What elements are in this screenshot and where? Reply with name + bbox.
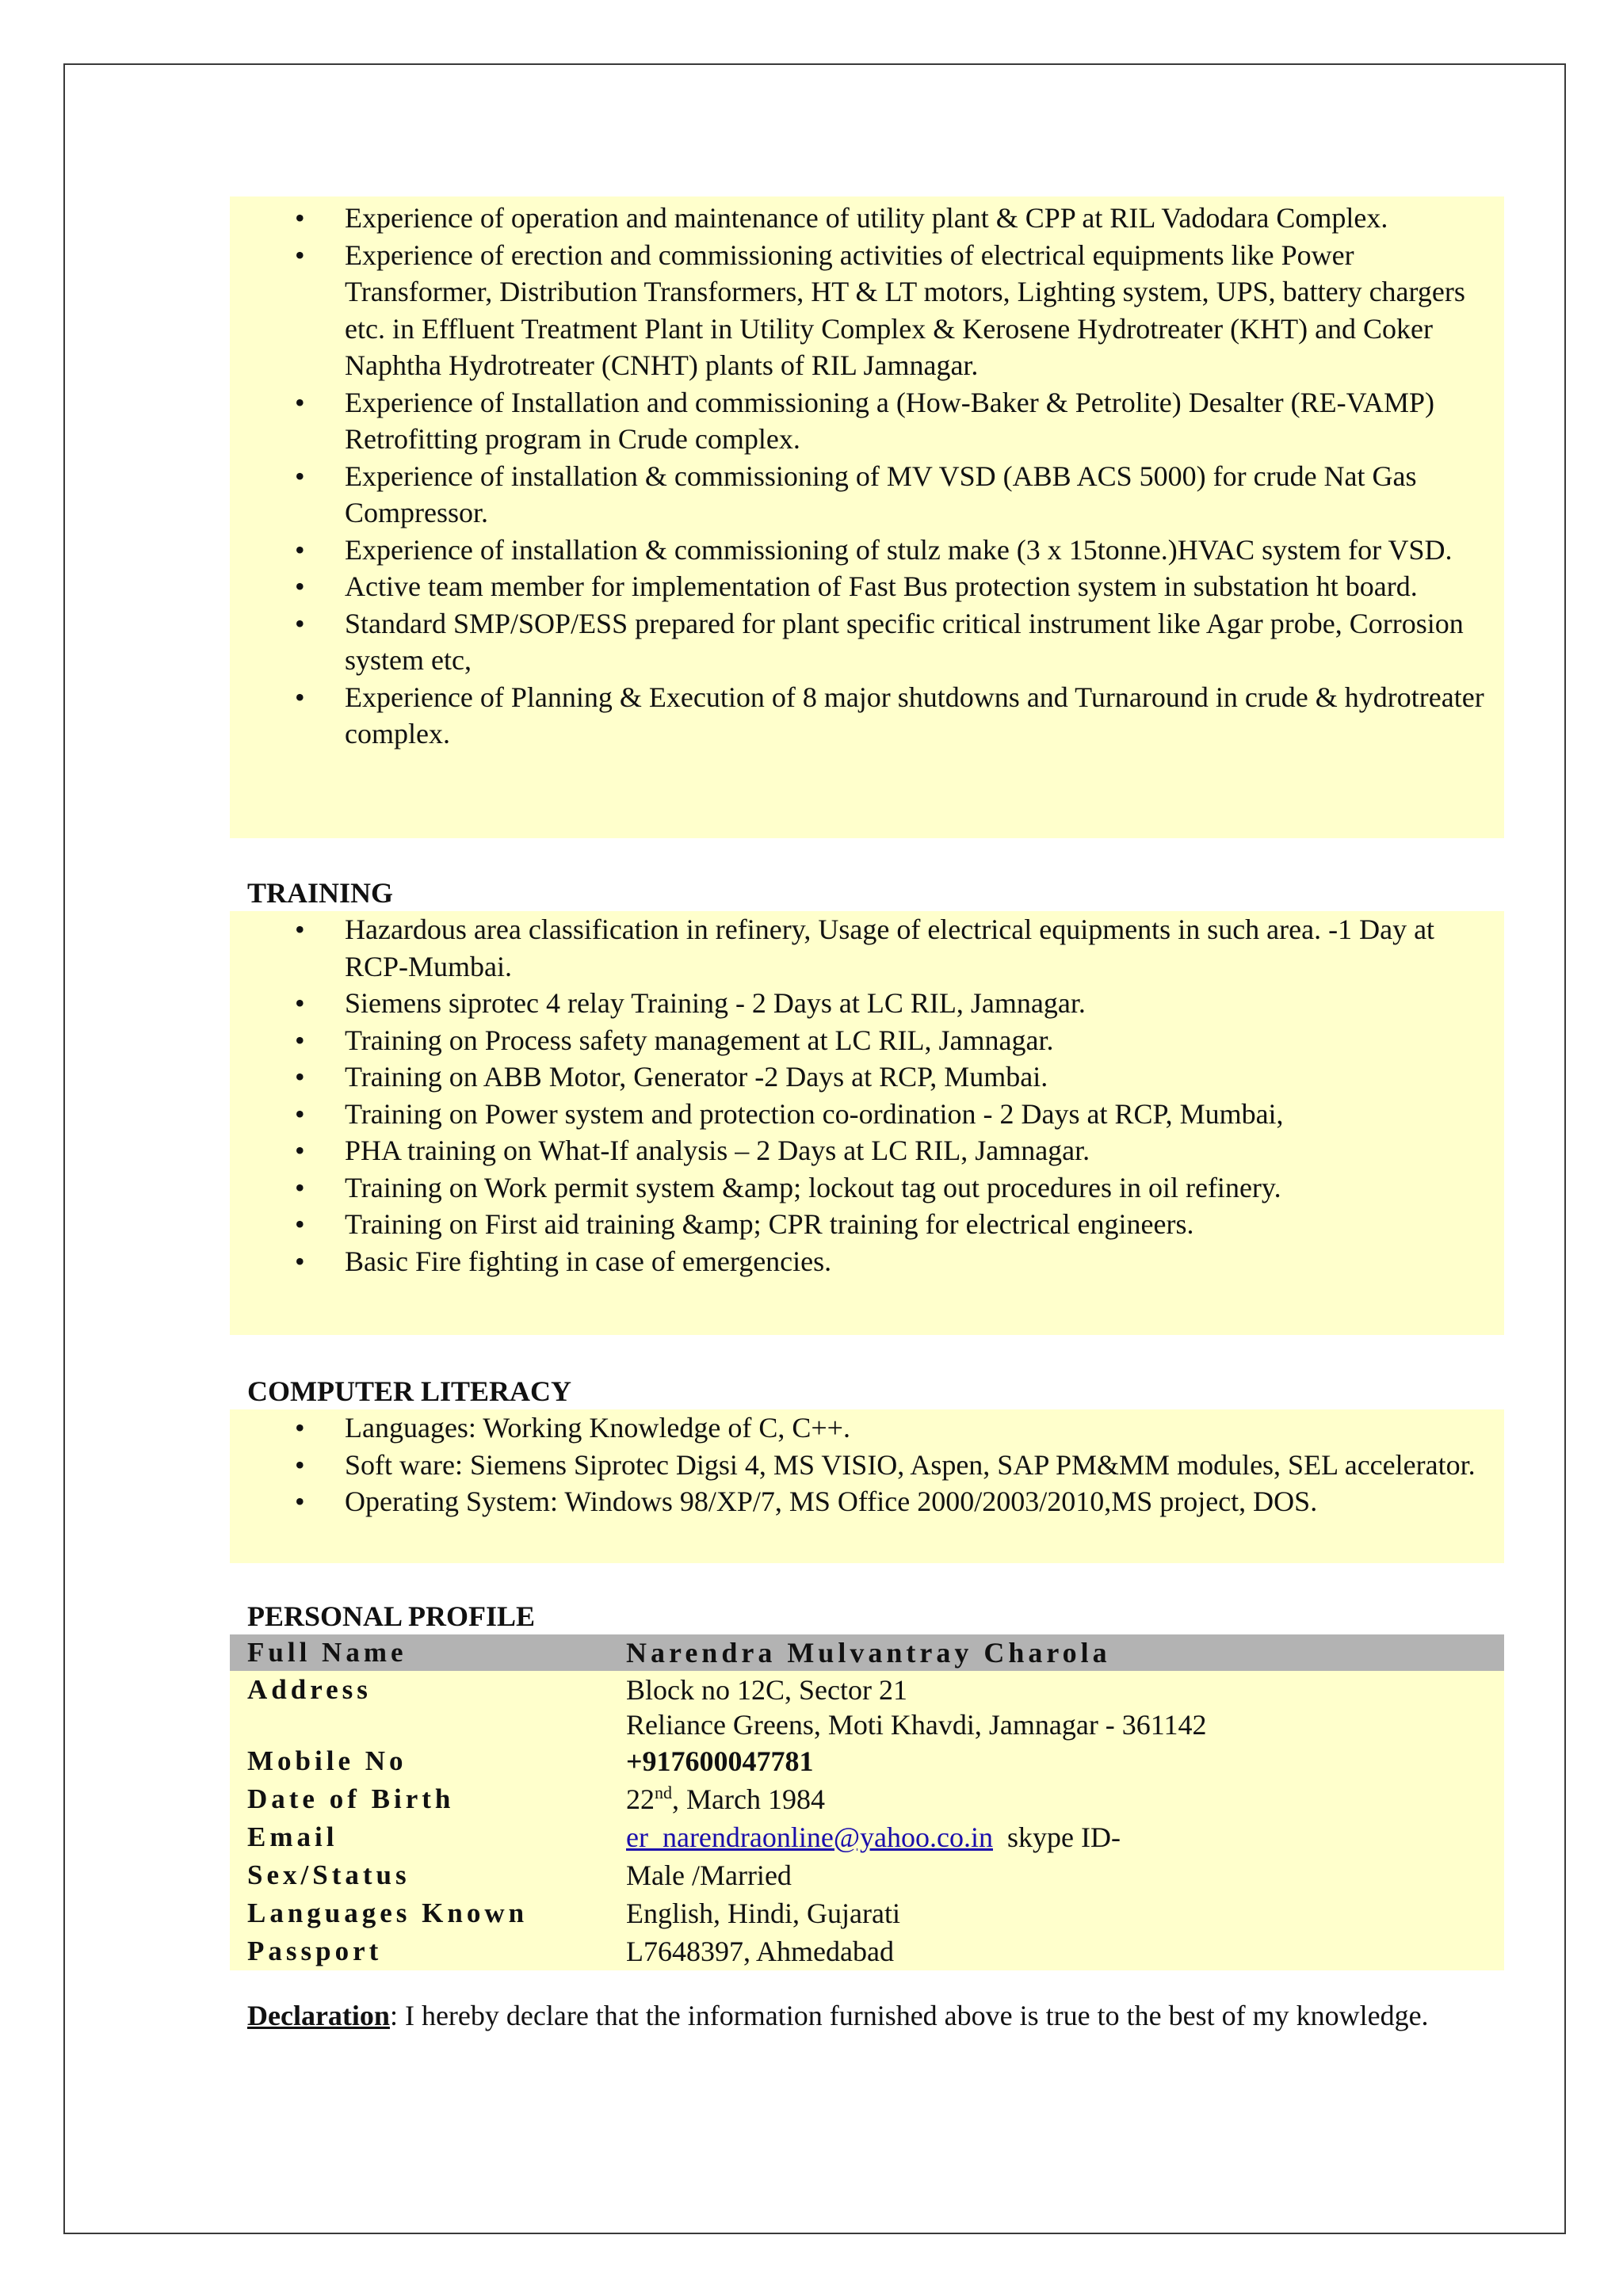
declaration-text: : I hereby declare that the information furnished above is true to the best of my knowledge. [389, 2000, 1429, 2031]
personal-profile-table [230, 1634, 1504, 1970]
dob-label: Date of Birth [230, 1780, 626, 1818]
training-heading: TRAINING [247, 877, 394, 909]
list-item: • PHA training on What-If analysis – 2 Days at LC RIL, Jamnagar. [230, 1132, 1504, 1169]
languages-known-label: Languages Known [230, 1894, 626, 1932]
dob-value [626, 1780, 1504, 1818]
email-label: Email [230, 1818, 626, 1856]
list-item: • Basic Fire fighting in case of emergencies. [230, 1243, 1504, 1280]
skype-label: skype ID- [1006, 1821, 1121, 1853]
list-item: • Training on First aid training &amp; CPR training for electrical engineers. [230, 1206, 1504, 1243]
list-item: • Experience of Planning & Execution of 8 major shutdowns and Turnaround in crude & hydrotreater complex. [230, 679, 1504, 753]
address-line-2: Reliance Greens, Moti Khavdi, Jamnagar - 361142 [626, 1709, 1207, 1741]
experience-list [230, 200, 1504, 753]
list-item: • Standard SMP/SOP/ESS prepared for plant specific critical instrument like Agar probe, Corrosion system etc, [230, 605, 1504, 679]
full-name-label: Full Name [230, 1634, 626, 1671]
table-row [230, 1894, 1504, 1932]
list-item: • Training on Process safety management at LC RIL, Jamnagar. [230, 1022, 1504, 1059]
list-item: • Training on Power system and protection co-ordination - 2 Days at RCP, Mumbai, [230, 1096, 1504, 1133]
table-row [230, 1742, 1504, 1780]
list-item: • Training on Work permit system &amp; lockout tag out procedures in oil refinery. [230, 1169, 1504, 1207]
sex-status-label: Sex/Status [230, 1856, 626, 1894]
declaration [230, 1997, 1504, 2034]
list-item: • Languages: Working Knowledge of C, C++. [230, 1409, 1504, 1447]
list-item: • Soft ware: Siemens Siprotec Digsi 4, MS VISIO, Aspen, SAP PM&MM modules, SEL accelerator. [230, 1447, 1504, 1484]
list-item: • Experience of operation and maintenance of utility plant & CPP at RIL Vadodara Complex. [230, 200, 1504, 237]
email-value [626, 1818, 1504, 1856]
table-row [230, 1780, 1504, 1818]
dob-suffix: nd [655, 1783, 672, 1802]
list-item: • Experience of erection and commissioning activities of electrical equipments like Power Transformer, Distribution Transformers, HT & LT motors, Lighting system, UPS, battery chargers etc. in Effluent Treatment Plant in Utility Complex & Kerosene Hydrotreater (KHT) and Coker Naphtha Hydrotreater (CNHT) plants of RIL Jamnagar. [230, 237, 1504, 384]
email-link[interactable]: er_narendraonline@yahoo.co.in [626, 1821, 993, 1853]
list-item: • Experience of Installation and commissioning a (How-Baker & Petrolite) Desalter (RE-VAMP) Retrofitting program in Crude complex. [230, 384, 1504, 458]
list-item: • Siemens siprotec 4 relay Training - 2 Days at LC RIL, Jamnagar. [230, 985, 1504, 1022]
declaration-label: Declaration [247, 2000, 390, 2031]
list-item: • Experience of installation & commissioning of stulz make (3 x 15tonne.)HVAC system for VSD. [230, 532, 1504, 569]
table-row [230, 1634, 1504, 1671]
table-row [230, 1856, 1504, 1894]
mobile-value: +917600047781 [626, 1742, 1504, 1780]
personal-profile-heading: PERSONAL PROFILE [247, 1600, 536, 1632]
experience-section [230, 196, 1504, 838]
address-line-1: Block no 12C, Sector 21 [626, 1674, 907, 1706]
training-section [230, 911, 1504, 1335]
full-name-value: Narendra Mulvantray Charola [626, 1634, 1504, 1671]
resume-content [230, 196, 1504, 2034]
list-item: • Hazardous area classification in refinery, Usage of electrical equipments in such area. -1 Day at RCP-Mumbai. [230, 911, 1504, 985]
dob-day: 22 [626, 1783, 655, 1815]
computer-literacy-section [230, 1409, 1504, 1563]
table-row [230, 1932, 1504, 1970]
list-item: • Active team member for implementation of Fast Bus protection system in substation ht board. [230, 568, 1504, 605]
sex-status-value: Male /Married [626, 1856, 1504, 1894]
table-row [230, 1671, 1504, 1742]
passport-value: L7648397, Ahmedabad [626, 1932, 1504, 1970]
mobile-label: Mobile No [230, 1742, 626, 1780]
address-value [626, 1671, 1504, 1742]
passport-label: Passport [230, 1932, 626, 1970]
dob-rest: , March 1984 [672, 1783, 825, 1815]
computer-literacy-heading: COMPUTER LITERACY [247, 1375, 572, 1407]
list-item: • Operating System: Windows 98/XP/7, MS Office 2000/2003/2010,MS project, DOS. [230, 1483, 1504, 1520]
table-row [230, 1818, 1504, 1856]
training-list [230, 911, 1504, 1280]
computer-list [230, 1409, 1504, 1520]
address-label: Address [230, 1671, 626, 1742]
list-item: • Training on ABB Motor, Generator -2 Days at RCP, Mumbai. [230, 1058, 1504, 1096]
list-item: • Experience of installation & commissioning of MV VSD (ABB ACS 5000) for crude Nat Gas Compressor. [230, 458, 1504, 532]
languages-known-value: English, Hindi, Gujarati [626, 1894, 1504, 1932]
